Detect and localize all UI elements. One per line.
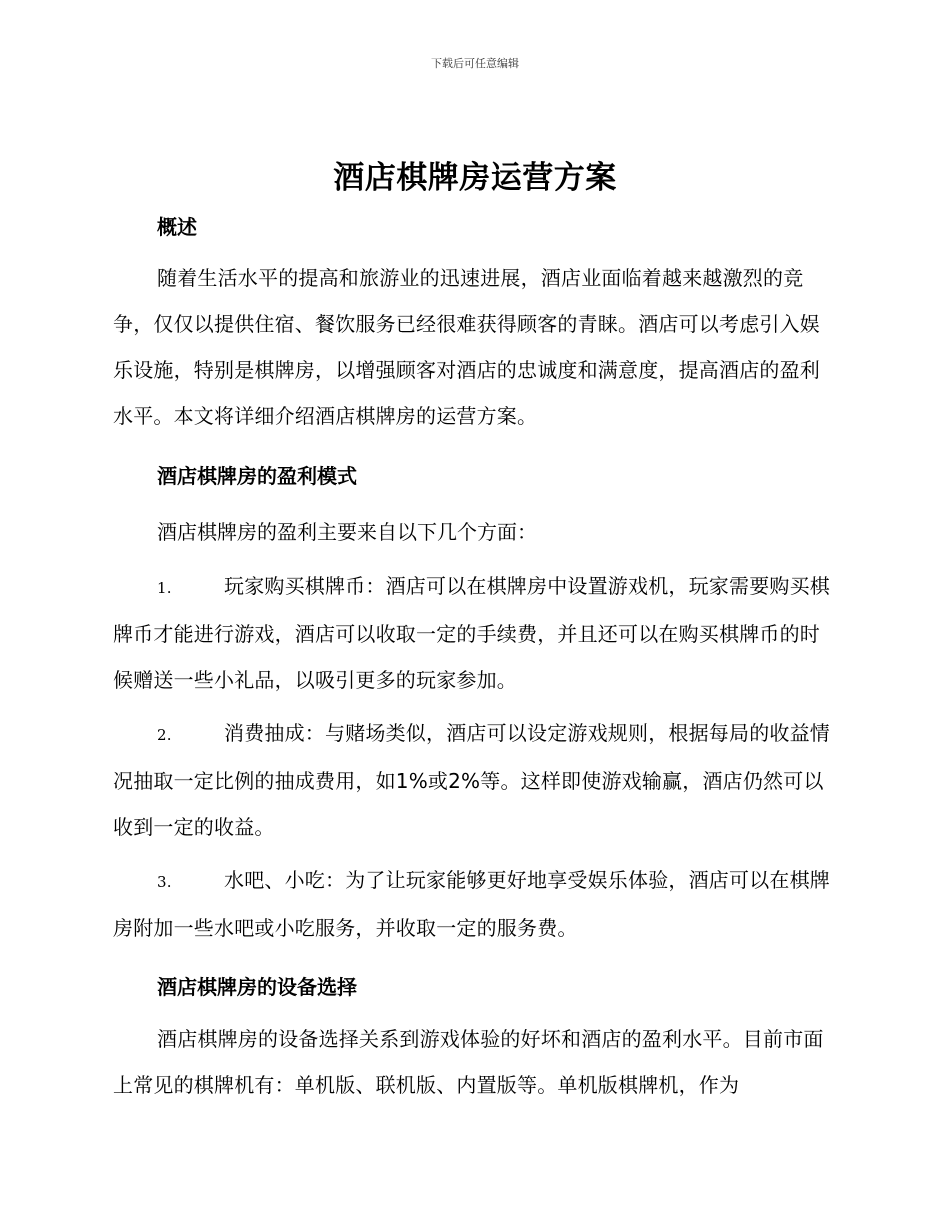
overview-paragraph: 随着生活水平的提高和旅游业的迅速进展，酒店业面临着越来越激烈的竞争，仅仅以提供住宿、餐饮服务已经很难获得顾客的青睐。酒店可以考虑引入娱乐设施，特别是棋牌房，以增强顾客对酒店的忠诚度和满意度，提高酒店的盈利水平。本文将详细介绍酒店棋牌房的运营方案。 — [113, 266, 820, 428]
profit-lead-text: 酒店棋牌房的盈利主要来自以下几个方面： — [157, 520, 537, 544]
list-item-text: 水吧、小吃：为了让玩家能够更好地享受娱乐体验，酒店可以在棋牌房附加一些水吧或小吃服务，并收取一定的服务费。 — [113, 868, 830, 940]
document-title: 酒店棋牌房运营方案 — [333, 160, 617, 196]
list-item-text: 消费抽成：与赌场类似，酒店可以设定游戏规则，根据每局的收益情况抽取一定比例的抽成费用，如1%或2%等。这样即使游戏输赢，酒店仍然可以收到一定的收益。 — [113, 721, 830, 839]
header-note: 下载后可任意编辑 — [431, 57, 519, 70]
list-item — [113, 857, 833, 951]
list-item-text: 玩家购买棋牌币：酒店可以在棋牌房中设置游戏机，玩家需要购买棋牌币才能进行游戏，酒店可以收取一定的手续费，并且还可以在购买棋牌币的时候赠送一些小礼品，以吸引更多的玩家参加。 — [113, 574, 830, 692]
list-item-number: 3. — [157, 873, 172, 891]
section-heading-equipment: 酒店棋牌房的设备选择 — [157, 975, 357, 999]
equipment-paragraph: 酒店棋牌房的设备选择关系到游戏体验的好坏和酒店的盈利水平。目前市面上常见的棋牌机有：单机版、联机版、内置版等。单机版棋牌机，作为 — [113, 1027, 824, 1097]
list-item — [113, 710, 833, 850]
list-item-number: 1. — [157, 579, 172, 597]
list-item-number: 2. — [157, 726, 172, 744]
section-heading-overview: 概述 — [157, 215, 197, 239]
list-item — [113, 563, 833, 703]
section-heading-profit-model: 酒店棋牌房的盈利模式 — [157, 464, 357, 488]
